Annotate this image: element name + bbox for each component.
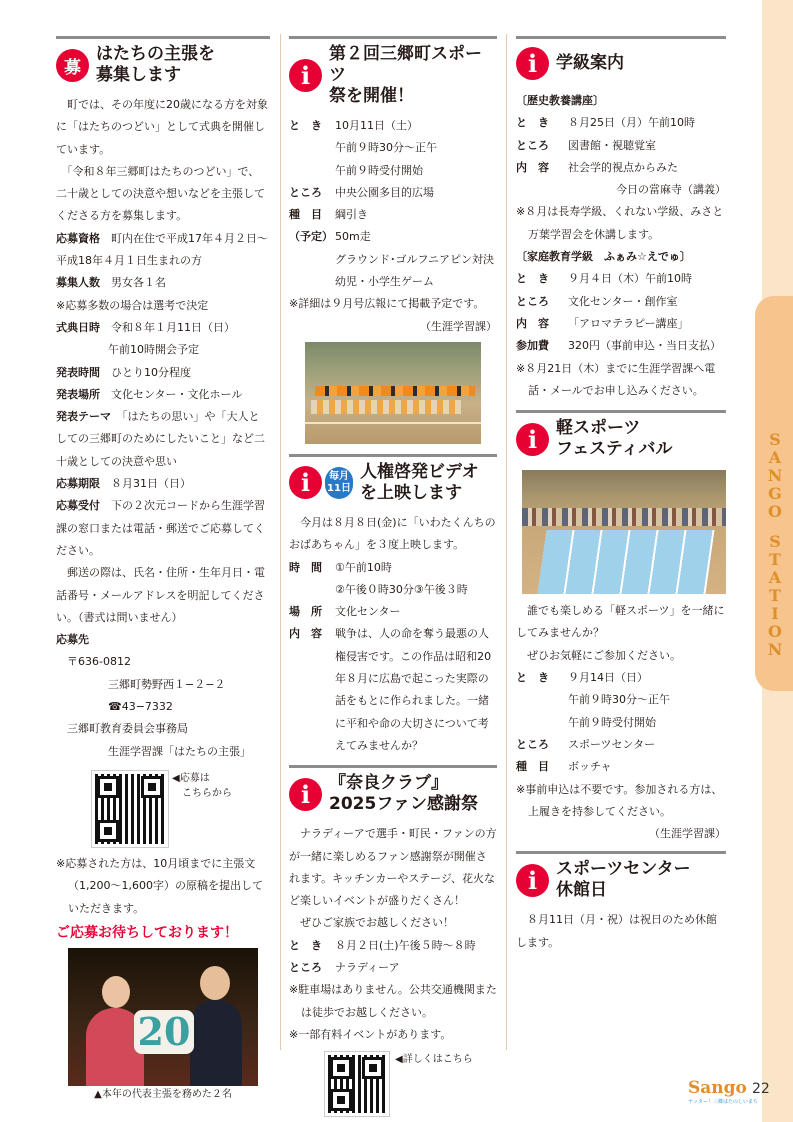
info-row-cont: 今日の當麻寺（講義） <box>616 183 726 197</box>
sango-station-label: S A N G O S T A T I O N <box>767 430 783 659</box>
info-icon: i <box>516 864 549 897</box>
info-icon: i <box>289 778 322 811</box>
qr-block <box>325 1052 497 1116</box>
section-header <box>289 454 497 512</box>
info-row: 応募資格 町内在住で平成17年４月２日〜平成18年４月１日生まれの方 <box>56 231 268 268</box>
call-to-action: ご応募お待ちしております！ <box>56 924 238 941</box>
recruit-badge-icon: 募 <box>56 49 89 82</box>
info-row: 発表場所 文化センター・文化ホール <box>56 387 243 401</box>
section-body: 誰でも楽しめる「軽スポーツ」を一緒にしてみませんか？ ぜひお気軽にご参加ください。 と き ９月14日（日） 午前９時30分〜正午 午前９時受付開始 ところ スポーツセンター 種 目 ボッチャ ※事前申込は不要です。参加される方は、上履きを持参してください。 （生涯学習課） <box>516 600 726 845</box>
section-body <box>56 94 270 763</box>
section-title: 第２回三郷町スポーツ 祭を開催！ <box>329 44 482 106</box>
subheading: 〔歴史教養講座〕 <box>516 94 604 107</box>
qr-code[interactable] <box>92 771 168 847</box>
column-classes <box>516 34 726 954</box>
column-recruit <box>56 34 270 1104</box>
section-header <box>56 36 270 94</box>
info-row: 募集人数 男女各１名 <box>56 276 166 290</box>
paragraph: ８月11日（月・祝）は祝日のため休館します。 <box>516 913 717 949</box>
department: （生涯学習課） <box>420 319 497 333</box>
brand-logo: Sango <box>688 1078 747 1098</box>
info-row: 発表テーマ 「はたちの思い」や「大人としての三郷町のためにしたいこと」など二十歳としての決意や思い <box>56 410 265 468</box>
photo-caption: ▲本年の代表主張を務めた２名 <box>94 1088 232 1100</box>
qr-block <box>92 771 270 847</box>
note: ※応募多数の場合は選考で決定 <box>56 298 209 312</box>
zip-code: 〒636-0812 <box>67 655 131 669</box>
paragraph: ぜひお気軽にご参加ください。 <box>516 648 681 662</box>
section-title: 軽スポーツ フェスティバル <box>556 418 673 460</box>
office: 三郷町教育委員会事務局 <box>67 722 188 736</box>
info-row: 発表時間 ひとり10分程度 <box>56 365 191 379</box>
info-row: 応募期限 ８月31日（日） <box>56 477 191 491</box>
side-tab <box>762 0 793 1122</box>
paragraph: 誰でも楽しめる「軽スポーツ」を一緒にしてみませんか？ <box>516 604 725 640</box>
info-icon: i <box>289 59 322 92</box>
note: ※詳細は９月号広報にて掲載予定です。 <box>289 297 485 311</box>
info-row-cont: 午前10時開会予定 <box>108 343 199 357</box>
side-tab-band <box>755 296 793 691</box>
brand-tagline: ヤッター！三郷はたのしいまち <box>688 1099 759 1105</box>
section-header <box>289 765 497 823</box>
section-header <box>516 851 726 909</box>
info-icon: i <box>516 423 549 456</box>
column-divider <box>280 34 281 1050</box>
qr-caption: ◀詳しくはこちら <box>395 1054 473 1066</box>
monthly-badge: 毎月 11日 <box>325 467 353 499</box>
qr-caption: ◀応募は <box>172 772 210 784</box>
paragraph: 「令和８年三郷町はたちのつどい」で、二十歳としての決意や想いなどを主張してくださる方を募集します。 <box>56 164 265 223</box>
info-icon: i <box>516 47 549 80</box>
qr-code[interactable] <box>325 1052 389 1116</box>
info-row: 応募受付 下の２次元コードから生涯学習課の窓口または電話・郵送でご応募してください。 <box>56 499 265 557</box>
address: 三郷町勢野西１−２−２ <box>108 677 226 691</box>
phone: ☎43−7332 <box>108 700 173 714</box>
section-title: 人権啓発ビデオ を上映します <box>360 461 479 503</box>
footer <box>688 1078 778 1108</box>
section-body: ナラディーアで選手・町民・ファンの方が一緒に楽しめるファン感謝祭が開催されます。キッチンカーやステージ、花火など楽しいイベントが盛りだくさん！ ぜひご家族でお越しください！ と き ８月２日(土)午後５時〜８時 ところ ナラディーア ※駐車場はありません。公共交通機関または徒歩でお越しください。 ※一部有料イベントがあります。 <box>289 823 497 1046</box>
paragraph: 郵送の際は、氏名・住所・生年月日・電話番号・メールアドレスを明記してください。（書式は問いません） <box>56 566 265 624</box>
column-divider <box>506 34 507 1050</box>
section-title: 『奈良クラブ』 2025ファン感謝祭 <box>329 773 478 815</box>
qr-caption: こちらから <box>182 787 232 799</box>
note: ※一部有料イベントがあります。 <box>289 1027 452 1041</box>
info-label: 応募先 <box>56 633 89 647</box>
section-header <box>516 410 726 468</box>
section-body: と き 10月11日（土） 午前９時30分〜正午 午前９時受付開始 ところ 中央公園多目的広場 種 目 綱引き （予定） 50m走 グラウンド･ゴルフニアピン対決 幼児・小学生ゲーム ※詳細は９月号広報にて掲載予定です。 （生涯学習課） <box>289 115 497 338</box>
boccia-photo <box>522 470 726 594</box>
section-title: 学級案内 <box>556 53 624 73</box>
department: 生涯学習課「はたちの主張」 <box>108 744 251 758</box>
paragraph: 町では、その年度に20歳になる方を対象に「はたちのつどい」として式典を開催しています。 <box>56 98 268 156</box>
column-events <box>289 34 497 1116</box>
winners-photo: 20 <box>68 948 258 1086</box>
section-body: 〔歴史教養講座〕 と き ８月25日（月）午前10時 ところ 図書館・視聴覚室 内 容 社会学的視点からみた 今日の當麻寺（講義） ※８月は長寿学級、くれない学級、みさと万葉学習会を休講します。 〔家庭教育学級 ふぁみ☆えでゅ〕 と き ９月４日（木）午前10時 ところ 文化センター・創作室 内 容 「アロマテラピー講座」 参加費 320円（事前申込・当日支払） ※８月21日（木）までに生涯学習課へ電話・メールでお申し込みください。 <box>516 90 726 402</box>
note: ※事前申込は不要です。参加される方は、上履きを持参してください。 <box>516 782 723 818</box>
paragraph: ぜひご家族でお越しください！ <box>289 916 454 930</box>
subheading: 〔家庭教育学級 ふぁみ☆えでゅ〕 <box>516 250 691 264</box>
department: （生涯学習課） <box>649 827 726 841</box>
tug-of-war-photo <box>305 342 481 444</box>
section-body: 今月は８月８日(金)に「いわたくんちのおばあちゃん」を３度上映します。 時 間 ①午前10時 ②午後０時30分③午後３時 場 所 文化センター 内 容 戦争は、人の命を奪う最悪の人権侵害です。この作品は昭和20年８月に広島で起こった実際の話をもとに作られました。一緒に平和や命の大切さについて考えてみませんか？ <box>289 512 497 757</box>
paragraph: ナラディーアで選手・町民・ファンの方が一緒に楽しめるファン感謝祭が開催されます。キッチンカーやステージ、花火など楽しいイベントが盛りだくさん！ <box>289 827 497 908</box>
paragraph: 今月は８月８日(金)に「いわたくんちのおばあちゃん」を３度上映します。 <box>289 515 496 552</box>
note: ※８月は長寿学級、くれない学級、みさと万葉学習会を休講します。 <box>516 205 724 241</box>
info-row: 式典日時 令和８年１月11日（日） <box>56 320 235 334</box>
page-number: 22 <box>752 1081 770 1097</box>
note: ※応募された方は、10月頃までに主張文（1,200〜1,600字）の原稿を提出していただきます。 <box>56 856 263 915</box>
section-title: スポーツセンター 休館日 <box>556 859 691 901</box>
section-body <box>516 909 726 954</box>
section-title: はたちの主張を 募集します <box>96 44 215 85</box>
note: ※駐車場はありません。公共交通機関または徒歩でお越しください。 <box>289 983 497 1019</box>
section-header <box>516 36 726 90</box>
info-icon: i <box>289 466 322 499</box>
section-header <box>289 36 497 115</box>
note: ※８月21日（木）までに生涯学習課へ電話・メールでお申し込みください。 <box>516 361 716 397</box>
